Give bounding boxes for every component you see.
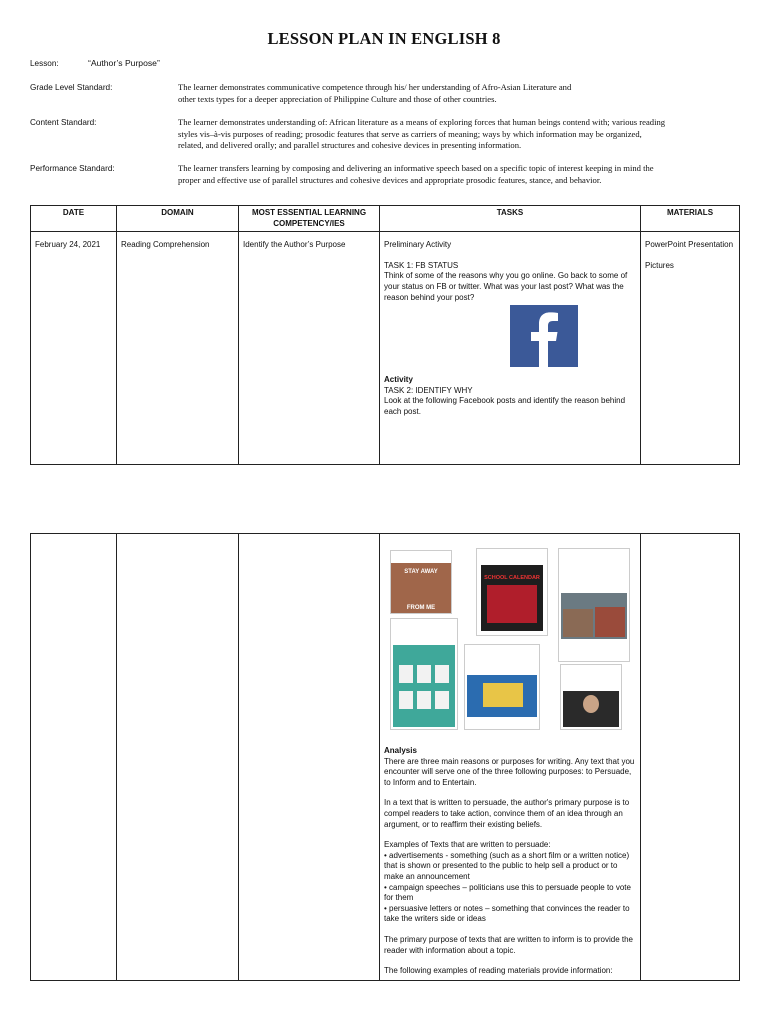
header-domain: DOMAIN [117,206,239,232]
post-thumbnail-infographic [390,618,458,730]
cell-date: February 24, 2021 [31,232,117,465]
cell-competency: Identify the Author’s Purpose [239,232,380,465]
bullet-item: • persuasive letters or notes – something that convinces the reader to take the writers side or ideas [384,903,630,924]
analysis-paragraph: There are three main reasons or purposes for writing. Any text that you encounter will serve one of the three following purposes: to Persuade, to Inform and to Entertain. [384,756,635,787]
material-item: PowerPoint Presentation [645,240,734,250]
grade-level-line: other texts types for a deeper appreciation of Philippine Culture and those of other countries. [178,93,497,104]
header-competency: MOST ESSENTIAL LEARNING COMPETENCY/IES [239,206,380,232]
content-standard-line: styles vis–à-vis purposes of reading; prosodic features that serve as carriers of meaning; ways by which information may be organized, [178,128,642,139]
post-thumbnail-portrait [560,664,622,730]
task2-title: TASK 2: IDENTIFY WHY [384,385,473,395]
performance-standard-line: proper and effective use of parallel structures and cohesive devices and appropriate prosodic features, stance, and behavior. [178,174,602,185]
cell-materials [641,232,740,465]
table-row [31,534,740,981]
content-standard-line: related, and delivered orally; and parallel structures and cohesive devices in presenting information. [178,140,522,150]
task1-title: TASK 1: FB STATUS [384,260,459,270]
analysis-paragraph: The following examples of reading materials provide information: [384,966,613,976]
meme-text-top: STAY AWAY [404,569,438,575]
meme-text-bottom: FROM ME [406,605,436,611]
calendar-heading: SCHOOL CALENDAR [484,575,540,581]
cell-domain: Reading Comprehension [117,232,239,465]
performance-standard-line: The learner transfers learning by composing and delivering an informative speech based on a specific topic of interest keeping in mind the [178,163,654,173]
task2-text: Look at the following Facebook posts and identify the reason behind each post. [384,396,626,416]
bullet-item: • advertisements - something (such as a short film or a written notice) that is shown or presented to the public to help sell a product or to make an announcement [384,850,630,881]
post-thumbnail-calendar [476,548,548,636]
grade-level-label: Grade Level Standard: [30,83,113,92]
material-item: Pictures [645,260,674,270]
page-title: LESSON PLAN IN ENGLISH 8 [267,29,501,48]
lesson-table [30,205,740,465]
post-thumbnail-banner [464,644,540,730]
content-standard-label: Content Standard: [30,118,97,127]
grade-level-line: The learner demonstrates communicative competence through his/ her understanding of Afro-Asian Literature and [178,82,572,92]
table-row [31,232,740,465]
lesson-label: Lesson: [30,59,59,68]
cell-domain-empty [117,534,239,981]
cell-tasks-continued [380,534,641,981]
table-header-row [31,206,740,232]
performance-standard-label: Performance Standard: [30,164,115,173]
cell-competency-empty [239,534,380,981]
bullet-item: • campaign speeches – politicians use this to persuade people to vote for them [384,882,631,903]
lesson-table-continued [30,533,740,981]
analysis-paragraph: In a text that is written to persuade, the author's primary purpose is to compel readers to take action, convince them of an idea through an argument, or to reaffirm their existing beliefs. [384,798,630,829]
task1-text: Think of some of the reasons why you go online. Go back to some of your status on FB or twitter. What was your last post? What was the reason behind your post? [384,271,628,302]
content-standard-line: The learner demonstrates understanding of: African literature as a means of exploring forces that human beings contend with; various reading [178,117,666,127]
analysis-paragraph: The primary purpose of texts that are written to inform is to provide the reader with information about a topic. [384,934,633,955]
post-thumbnail-photos [558,548,630,662]
activity-label: Activity [384,375,413,385]
facebook-posts-collage [384,548,636,744]
cell-tasks [380,232,641,465]
header-date: DATE [31,206,117,232]
header-materials: MATERIALS [641,206,740,232]
analysis-label: Analysis [384,746,417,755]
preliminary-activity-label: Preliminary Activity [384,240,452,250]
facebook-logo-icon [510,305,578,367]
post-thumbnail-meme [390,550,452,614]
examples-title: Examples of Texts that are written to persuade: [384,840,551,850]
lesson-value: “Author’s Purpose” [88,58,160,68]
cell-date-empty [31,534,117,981]
cell-materials-empty [641,534,740,981]
header-tasks: TASKS [380,206,641,232]
